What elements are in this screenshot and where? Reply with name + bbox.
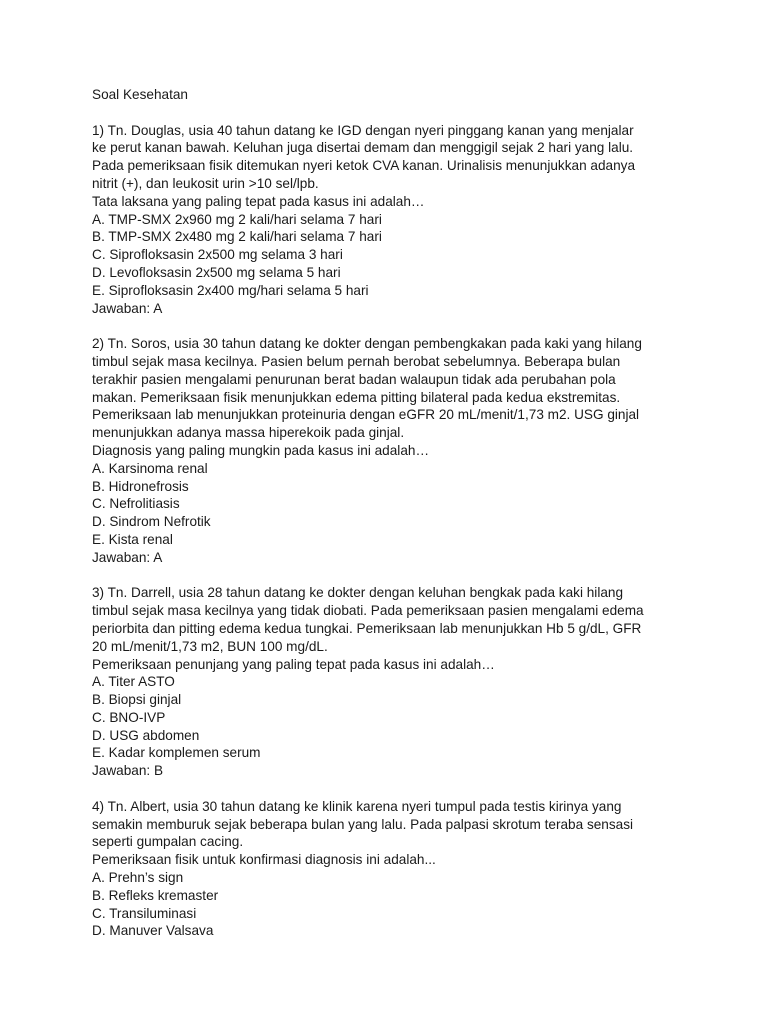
question-stem-line: 3) Tn. Darrell, usia 28 tahun datang ke dokter dengan keluhan bengkak pada kaki hilang — [92, 585, 624, 601]
question-stem-line: 20 mL/menit/1,73 m2, BUN 100 mg/dL. — [92, 638, 328, 654]
question-stem-line: 4) Tn. Albert, usia 30 tahun datang ke klinik karena nyeri tumpul pada testis kirinya yang — [92, 798, 622, 814]
answer-option-b: B. Hidronefrosis — [92, 478, 189, 494]
answer-option-b: B. Refleks kremaster — [92, 887, 219, 903]
question-stem-line: makan. Pemeriksaan fisik menunjukkan edema pitting bilateral pada kedua ekstremitas. — [92, 389, 621, 405]
question-3 — [92, 584, 708, 780]
answer-option-e: E. Kadar komplemen serum — [92, 745, 261, 761]
answer-option-d: D. USG abdomen — [92, 727, 200, 743]
answer-key: Jawaban: A — [92, 549, 163, 565]
question-2 — [92, 335, 708, 566]
answer-option-c: C. BNO-IVP — [92, 709, 166, 725]
answer-key: Jawaban: A — [92, 300, 163, 316]
answer-key: Jawaban: B — [92, 763, 164, 779]
answer-option-e: E. Siprofloksasin 2x400 mg/hari selama 5 hari — [92, 282, 369, 298]
answer-option-a: A. Karsinoma renal — [92, 460, 208, 476]
question-stem-line: timbul sejak masa kecilnya yang tidak diobati. Pada pemeriksaan pasien mengalami edema — [92, 603, 644, 619]
question-stem-line: ke perut kanan bawah. Keluhan juga disertai demam dan menggigil sejak 2 hari yang lalu. — [92, 140, 634, 156]
answer-option-c: C. Siprofloksasin 2x500 mg selama 3 hari — [92, 247, 343, 263]
question-stem-line: nitrit (+), dan leukosit urin >10 sel/lpb. — [92, 175, 319, 191]
answer-option-b: B. TMP-SMX 2x480 mg 2 kali/hari selama 7 hari — [92, 229, 382, 245]
question-stem-line: menunjukkan adanya massa hiperekoik pada ginjal. — [92, 425, 405, 441]
question-stem-line: terakhir pasien mengalami penurunan berat badan walaupun tidak ada perubahan pola — [92, 371, 616, 387]
answer-option-a: A. Titer ASTO — [92, 674, 175, 690]
question-stem-line: 2) Tn. Soros, usia 30 tahun datang ke dokter dengan pembengkakan pada kaki yang hilang — [92, 336, 642, 352]
question-4 — [92, 798, 708, 940]
question-stem-line: periorbita dan pitting edema kedua tungkai. Pemeriksaan lab menunjukkan Hb 5 g/dL, GFR — [92, 620, 642, 636]
question-prompt: Diagnosis yang paling mungkin pada kasus ini adalah… — [92, 442, 430, 458]
answer-option-c: C. Transiluminasi — [92, 905, 197, 921]
answer-option-a: A. Prehn’s sign — [92, 870, 184, 886]
answer-option-a: A. TMP-SMX 2x960 mg 2 kali/hari selama 7 hari — [92, 211, 382, 227]
question-stem-line: Pemeriksaan lab menunjukkan proteinuria dengan eGFR 20 mL/menit/1,73 m2. USG ginjal — [92, 407, 640, 423]
answer-option-c: C. Nefrolitiasis — [92, 496, 180, 512]
answer-option-e: E. Kista renal — [92, 531, 173, 547]
question-stem-line: semakin memburuk sejak beberapa bulan yang lalu. Pada palpasi skrotum teraba sensasi — [92, 816, 634, 832]
question-stem-line: 1) Tn. Douglas, usia 40 tahun datang ke IGD dengan nyeri pinggang kanan yang menjalar — [92, 122, 634, 138]
question-1 — [92, 122, 708, 318]
question-stem-line: Pada pemeriksaan fisik ditemukan nyeri ketok CVA kanan. Urinalisis menunjukkan adanya — [92, 158, 636, 174]
answer-option-d: D. Sindrom Nefrotik — [92, 514, 211, 530]
question-stem-line: timbul sejak masa kecilnya. Pasien belum pernah berobat sebelumnya. Beberapa bulan — [92, 353, 621, 369]
answer-option-d: D. Levofloksasin 2x500 mg selama 5 hari — [92, 264, 341, 280]
document-title: Soal Kesehatan — [92, 87, 188, 102]
answer-option-b: B. Biopsi ginjal — [92, 692, 182, 708]
question-prompt: Pemeriksaan penunjang yang paling tepat pada kasus ini adalah… — [92, 656, 495, 672]
question-prompt: Pemeriksaan fisik untuk konfirmasi diagnosis ini adalah... — [92, 852, 436, 868]
question-prompt: Tata laksana yang paling tepat pada kasus ini adalah… — [92, 193, 425, 209]
answer-option-d: D. Manuver Valsava — [92, 923, 214, 939]
question-stem-line: seperti gumpalan cacing. — [92, 834, 244, 850]
